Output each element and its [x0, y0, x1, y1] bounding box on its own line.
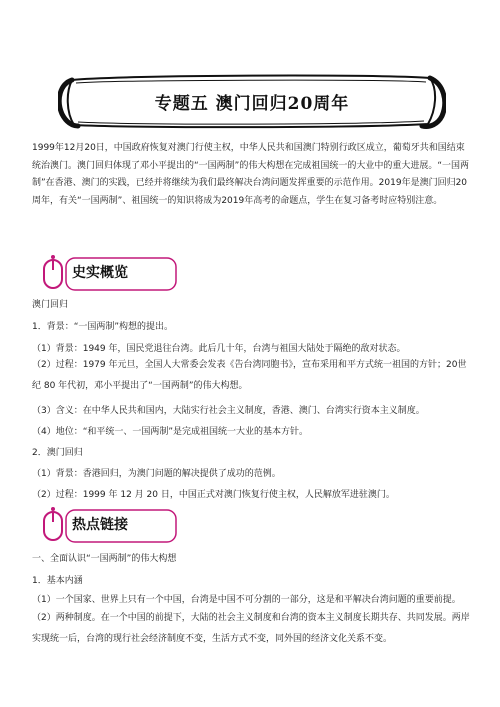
list-item: （3）含义：在中华人民共和国内，大陆实行社会主义制度，香港、澳门、台湾实行资本主义制度。 — [32, 406, 425, 416]
section-title: 热点链接 — [72, 517, 128, 533]
subsection-title: 一、全面认识“一国两制”的伟大构想 — [32, 554, 177, 564]
intro-paragraph: 1999年12月20日，中国政府恢复对澳门行使主权，中华人民共和国澳门特别行政区成立，葡萄牙共和国结束统治澳门。澳门回归体现了邓小平提出的“一国两制”的伟大构想在完成祖国统一的大业中的重大进展。“一国两制”在香港、澳门的实践，已经并将继续为我们最终解决台湾问题发挥重要的示范作用。2019年是澳门回归20周年，有关“一国两制”、祖国统一的知识将成为2019年高考的命题点，学生在复习备考时应特别注意。 — [32, 143, 469, 206]
list-item: 1．基本内涵 — [32, 576, 83, 586]
list-item: （4）地位：“和平统一、一国两制”是完成祖国统一大业的基本方针。 — [32, 427, 309, 437]
list-item: （1）一个国家、世界上只有一个中国，台湾是中国不可分割的一部分，这是和平解决台湾问题的重要前提。 — [32, 595, 461, 605]
list-item: 2．澳门回归 — [32, 448, 83, 458]
list-item: （1）背景：香港回归，为澳门问题的解决提供了成功的范例。 — [32, 469, 281, 479]
subsection-title: 澳门回归 — [32, 300, 69, 310]
list-item: （2）过程：1999 年 12 月 20 日，中国正式对澳门恢复行使主权，人民解放军进驻澳门。 — [32, 490, 395, 500]
list-item: （1）背景：1949 年，国民党退往台湾。此后几十年，台湾与祖国大陆处于隔绝的敌对状态。 — [32, 344, 406, 354]
list-item: （2）过程：1979 年元旦，全国人大常委会发表《告台湾同胞书》，宣布采用和平方式统一祖国的方针；20世纪 80 年代初，邓小平提出了“一国两制”的伟大构想。 — [32, 360, 467, 391]
title-banner — [58, 70, 446, 132]
section-heading-overview — [42, 254, 192, 294]
list-item: 1．背景：“一国两制”构想的提出。 — [32, 322, 174, 332]
list-item: （2）两种制度。在一个中国的前提下，大陆的社会主义制度和台湾的资本主义制度长期共存、共同发展。两岸实现统一后，台湾的现行社会经济制度不变，生活方式不变，同外国的经济文化关系不变。 — [32, 613, 470, 644]
page-title: 专题五 澳门回归20周年 — [154, 94, 350, 114]
section-title: 史实概览 — [72, 265, 128, 281]
section-heading-hotspot — [42, 506, 192, 546]
